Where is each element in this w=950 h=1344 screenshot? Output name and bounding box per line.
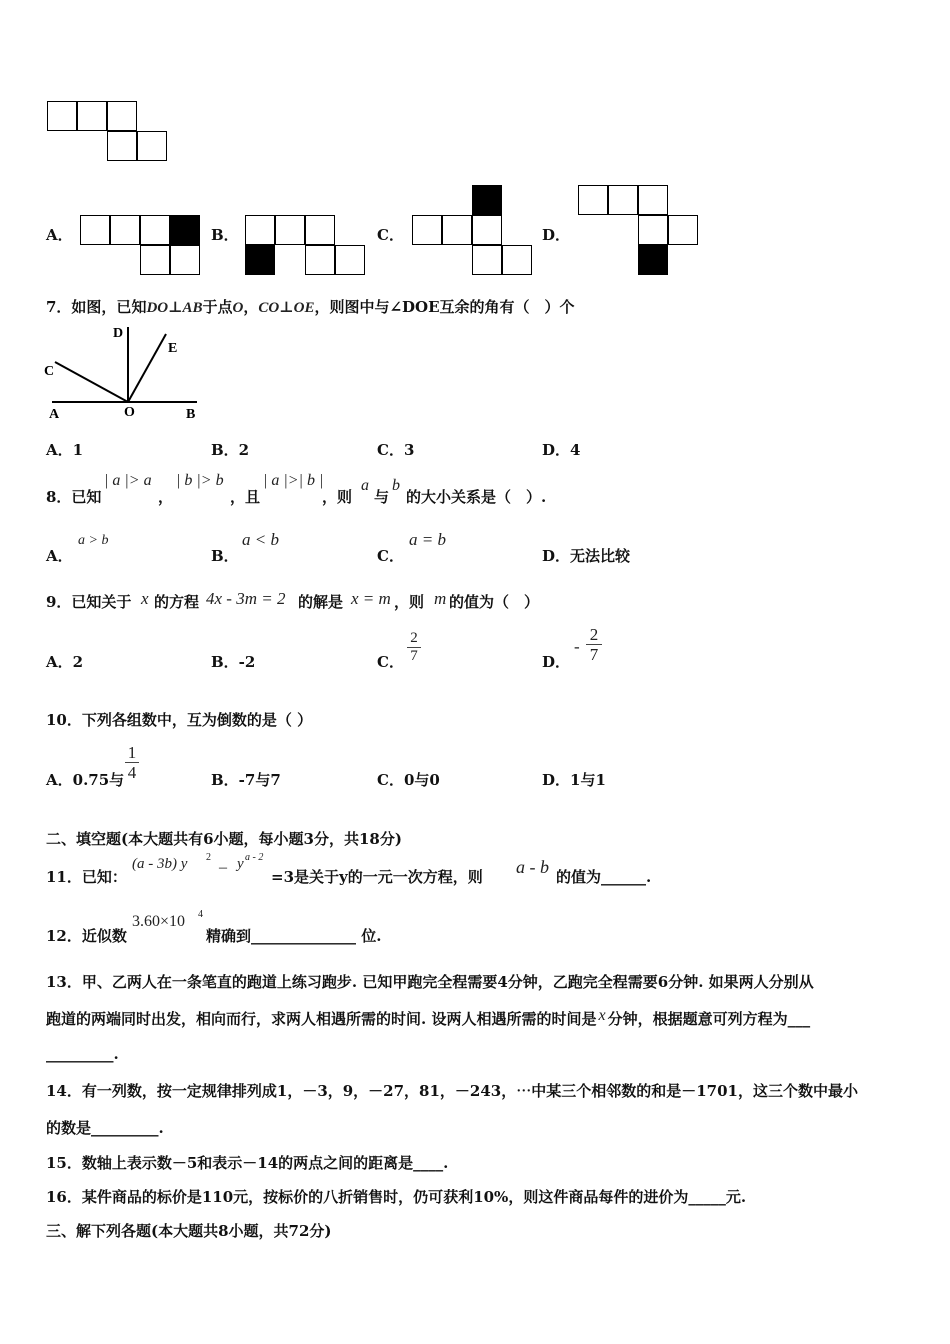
net-cell <box>502 245 532 275</box>
net-cell <box>305 215 335 245</box>
q7-option-c[interactable]: C．3 <box>377 441 415 459</box>
q8-option-d[interactable]: D．无法比较 <box>542 547 631 565</box>
ray-oe <box>128 334 166 402</box>
net-cell <box>47 101 77 131</box>
q8-var-a: a <box>361 477 369 494</box>
q8-option-a-label[interactable]: A． <box>46 547 73 565</box>
net-cell <box>110 215 140 245</box>
net-cell <box>608 185 638 215</box>
net-cell <box>638 215 668 245</box>
label-d: D <box>113 326 124 341</box>
net-cell <box>107 101 137 131</box>
section-2-heading: 二、填空题(本大题共有6小题，每小题3分，共18分) <box>46 830 402 848</box>
q8-cond-1: | a |> a <box>104 472 152 489</box>
q9-stem: 9．已知关于 <box>46 593 132 611</box>
net-cell <box>107 131 137 161</box>
q9-option-d-sign: - <box>574 637 580 656</box>
net-cell <box>170 245 200 275</box>
q15-text[interactable]: 15．数轴上表示数－5和表示－14的两点之间的距离是____. <box>46 1154 449 1172</box>
q9-option-c-label[interactable]: C． <box>377 653 404 671</box>
q9-option-c-fraction[interactable] <box>407 630 421 665</box>
q7-stem <box>46 296 575 317</box>
q7-angle-figure <box>40 322 210 422</box>
net-cell <box>140 215 170 245</box>
q10-stem: 10．下列各组数中，互为倒数的是（ ） <box>46 711 313 729</box>
net-cell-shaded <box>245 245 275 275</box>
q7-co-oe: CO⊥OE <box>258 300 315 316</box>
net-cell <box>80 215 110 245</box>
q7-mid-text: 于点 <box>202 298 233 316</box>
q11-exp-1: 2 <box>206 852 211 863</box>
q9-option-b[interactable]: B．-2 <box>211 653 256 671</box>
q8-option-b-label[interactable]: B． <box>211 547 239 565</box>
q9-var-x: x <box>141 589 149 608</box>
q8-cond-3: | a |>| b | <box>263 472 324 489</box>
fraction-numerator: 1 <box>127 743 137 762</box>
q12-number: 3.60×10 <box>132 913 186 930</box>
q11-expr-2: y <box>237 856 244 872</box>
q13-line-2a: 跑道的两端同时出发，相向而行，求两人相遇所需的时间. 设两人相遇所需的时间是 <box>46 1010 597 1028</box>
net-cell <box>442 215 472 245</box>
q13-var-x: x <box>598 1007 606 1024</box>
q11-exp-2: a - 2 <box>245 852 264 863</box>
q7-option-d[interactable]: D．4 <box>542 441 581 459</box>
q8-cond-2: | b |> b <box>176 472 224 489</box>
q7-stem-text: 7．如图，已知 <box>46 298 147 316</box>
fraction-numerator: 2 <box>589 625 599 644</box>
q8-sep-1: ， <box>158 488 174 506</box>
q8-option-b[interactable]: a < b <box>242 530 279 549</box>
q16-text[interactable]: 16．某件商品的标价是110元，按标价的八折销售时，仍可获利10%，则这件商品每件的进价为_____元. <box>46 1188 747 1206</box>
q6-option-a-label: A． <box>46 226 73 244</box>
q13-line-2b[interactable]: 分钟，根据题意可列方程为___ <box>607 1010 811 1028</box>
net-cell <box>668 215 698 245</box>
q12-tail[interactable]: 精确到______________ 位. <box>206 927 382 945</box>
q8-stem: 8．已知 <box>46 488 102 506</box>
q11-minus: – <box>219 859 227 876</box>
q10-option-a[interactable]: A．0.75与 <box>46 771 125 789</box>
net-cell-shaded <box>170 215 200 245</box>
net-cell <box>335 245 365 275</box>
q6-option-d-label: D． <box>542 226 571 244</box>
fraction-numerator: 2 <box>410 630 418 646</box>
q9-tail: 的值为（ ） <box>449 593 540 611</box>
q8-option-c-label[interactable]: C． <box>377 547 404 565</box>
q8-option-a[interactable]: a > b <box>78 533 109 548</box>
q8-tail: 的大小关系是（ ）. <box>406 488 547 506</box>
fraction-denominator: 4 <box>127 763 137 782</box>
q11-eq-text: =3是关于y的一元一次方程，则 <box>271 868 483 886</box>
q7-do-ab: DO⊥AB <box>146 300 203 316</box>
q8-sep-2: ，且 <box>230 488 261 506</box>
net-cell <box>245 215 275 245</box>
q6-option-b-label: B． <box>211 226 239 244</box>
q14-line-2[interactable]: 的数是_________. <box>46 1119 164 1137</box>
net-cell <box>412 215 442 245</box>
label-a: A <box>49 407 60 422</box>
net-cell <box>275 215 305 245</box>
label-e: E <box>168 341 178 356</box>
q13-line-2 <box>46 1008 810 1029</box>
q7-option-b[interactable]: B．2 <box>211 441 250 459</box>
label-o: O <box>124 405 135 420</box>
q8-var-b: b <box>392 477 400 494</box>
ray-oc <box>55 362 128 402</box>
q9-mid2: 的解是 <box>298 593 344 611</box>
q11-stem: 11．已知： <box>46 868 127 886</box>
label-b: B <box>186 407 196 422</box>
q7-comma: ， <box>243 298 259 316</box>
q12-exponent: 4 <box>198 909 203 920</box>
q14-line-1: 14．有一列数，按一定规律排列成1，－3，9，－27，81，－243，⋯中某三个相邻数的和是－1701，这三个数中最小 <box>46 1082 858 1100</box>
q9-mid: 的方程 <box>154 593 200 611</box>
net-cell <box>305 245 335 275</box>
q9-option-d-label[interactable]: D． <box>542 653 571 671</box>
q9-option-d-fraction[interactable] <box>586 625 602 664</box>
q13-line-3[interactable]: _________. <box>46 1045 119 1063</box>
net-cell <box>140 245 170 275</box>
q8-sep-3: ，则 <box>322 488 353 506</box>
net-cell <box>137 131 167 161</box>
net-cell <box>578 185 608 215</box>
net-cell <box>638 185 668 215</box>
net-cell-shaded <box>472 185 502 215</box>
q11-expr-1: (a - 3b) y <box>132 856 188 872</box>
q7-option-a[interactable]: A．1 <box>46 441 84 459</box>
q11-tail[interactable]: 的值为______. <box>556 868 652 886</box>
q7-tail-text: ，则图中与∠DOE互余的角有（ ）个 <box>314 298 575 316</box>
fraction-denominator: 7 <box>589 645 599 664</box>
q11-a-minus-b: a - b <box>516 857 549 877</box>
net-cell <box>472 245 502 275</box>
q8-option-c[interactable]: a = b <box>409 530 446 549</box>
label-c: C <box>44 364 55 379</box>
q8-yu: 与 <box>374 488 390 506</box>
q9-option-a[interactable]: A．2 <box>46 653 84 671</box>
q10-option-d[interactable]: D．1与1 <box>542 771 606 789</box>
q7-point-o: O <box>232 300 244 316</box>
net-cell <box>77 101 107 131</box>
section-3-heading: 三、解下列各题(本大题共8小题，共72分) <box>46 1222 332 1240</box>
q10-option-a-fraction <box>125 743 139 782</box>
q10-option-c[interactable]: C．0与0 <box>377 771 440 789</box>
q9-var-m: m <box>434 589 447 608</box>
q12-stem: 12．近似数 <box>46 927 127 945</box>
q9-equation: 4x - 3m = 2 <box>206 589 286 608</box>
q13-line-1: 13．甲、乙两人在一条笔直的跑道上练习跑步. 已知甲跑完全程需要4分钟，乙跑完全程需要6分钟. 如果两人分别从 <box>46 973 814 991</box>
q9-mid3: ，则 <box>394 593 425 611</box>
net-cell-shaded <box>638 245 668 275</box>
net-cell <box>472 215 502 245</box>
q9-solution: x = m <box>351 589 391 608</box>
q10-option-b[interactable]: B．-7与7 <box>211 771 281 789</box>
fraction-denominator: 7 <box>410 648 418 664</box>
q6-option-c-label: C． <box>377 226 404 244</box>
